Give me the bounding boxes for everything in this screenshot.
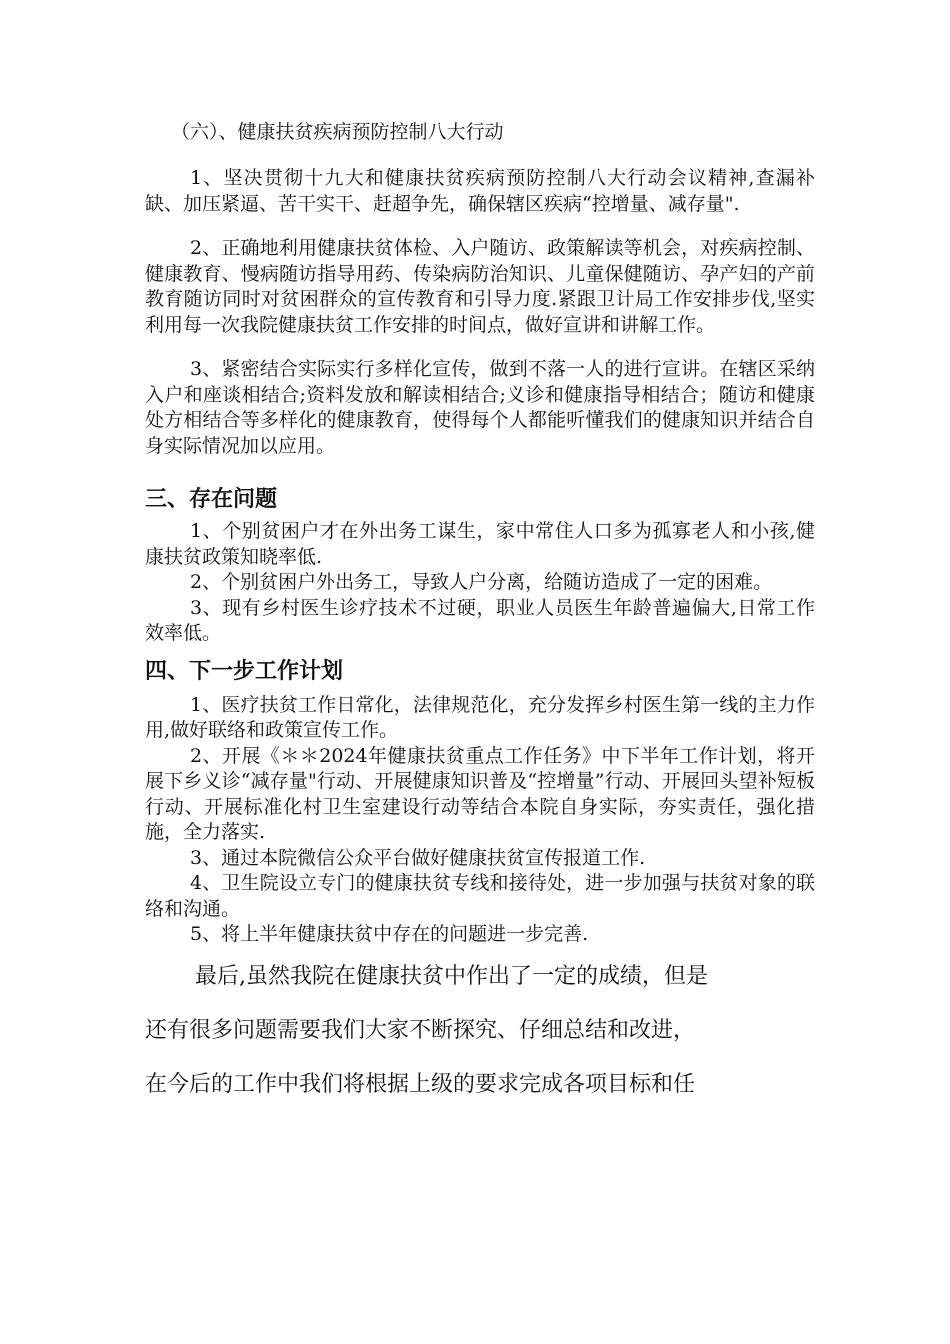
closing-line-1: 最后,虽然我院在健康扶贫中作出了一定的成绩，但是 <box>195 963 708 989</box>
problems-paragraph-2: 2、个别贫困户外出务工，导致人户分离，给随访造成了一定的困难。 <box>190 571 773 593</box>
section-six-heading: （六）、健康扶贫疾病预防控制八大行动 <box>171 121 504 143</box>
problems-paragraph-1: 1、个别贫困户才在外出务工谋生，家中常住人口多为孤寡老人和小孩,健康扶贫政策知晓率低. <box>145 520 815 568</box>
closing-line-3: 在今后的工作中我们将根据上级的要求完成各项目标和任 <box>145 1071 696 1097</box>
closing-paragraph <box>145 958 815 1104</box>
plan-paragraph-5: 5、将上半年健康扶贫中存在的问题进一步完善. <box>190 923 589 945</box>
plan-paragraph-4: 4、卫生院设立专门的健康扶贫专线和接待处，进一步加强与扶贫对象的联络和沟通。 <box>145 872 815 920</box>
document-page <box>145 118 815 1120</box>
plan-heading: 四、下一步工作计划 <box>145 658 344 684</box>
section-six-paragraph-3: 3、紧密结合实际实行多样化宣传，做到不落一人的进行宣讲。在辖区采纳入户和座谈相结合;资料发放和解读相结合;义诊和健康指导相结合；随访和健康处方相结合等多样化的健康教育，使得每个人都能听懂我们的健康知识并结合自身实际情况加以应用。 <box>145 358 815 457</box>
problems-heading: 三、存在问题 <box>145 487 278 512</box>
plan-paragraph-2: 2、开展《＊＊2024年健康扶贫重点工作任务》中下半年工作计划，将开展下乡义诊“减存量"行动、开展健康知识普及“控增量”行动、开展回头望补短板行动、开展标准化村卫生室建设行动等结合本院自身实际，夯实责任，强化措施，全力落实. <box>145 744 815 843</box>
section-six-paragraph-1: 1、坚决贯彻十九大和健康扶贫疾病预防控制八大行动会议精神,查漏补缺、加压紧逼、苦干实干、赶超争先，确保辖区疾病“控增量、减存量". <box>145 167 815 215</box>
problems-paragraph-3: 3、现有乡村医生诊疗技术不过硬，职业人员医生年龄普遍偏大,日常工作效率低。 <box>145 596 815 644</box>
plan-paragraph-1: 1、医疗扶贫工作日常化，法律规范化，充分发挥乡村医生第一线的主力作用,做好联络和政策宣传工作。 <box>145 693 815 741</box>
plan-paragraph-3: 3、通过本院微信公众平台做好健康扶贫宣传报道工作. <box>190 846 646 869</box>
closing-line-2: 还有很多问题需要我们大家不断探究、仔细总结和改进， <box>145 1017 696 1043</box>
section-six-paragraph-2: 2、正确地利用健康扶贫体检、入户随访、政策解读等机会，对疾病控制、健康教育、慢病随访指导用药、传染病防治知识、儿童保健随访、孕产妇的产前教育随访同时对贫困群众的宣传教育和引导力度.紧跟卫计局工作安排步伐,坚实利用每一次我院健康扶贫工作安排的时间点，做好宣讲和讲解工作。 <box>145 237 815 336</box>
